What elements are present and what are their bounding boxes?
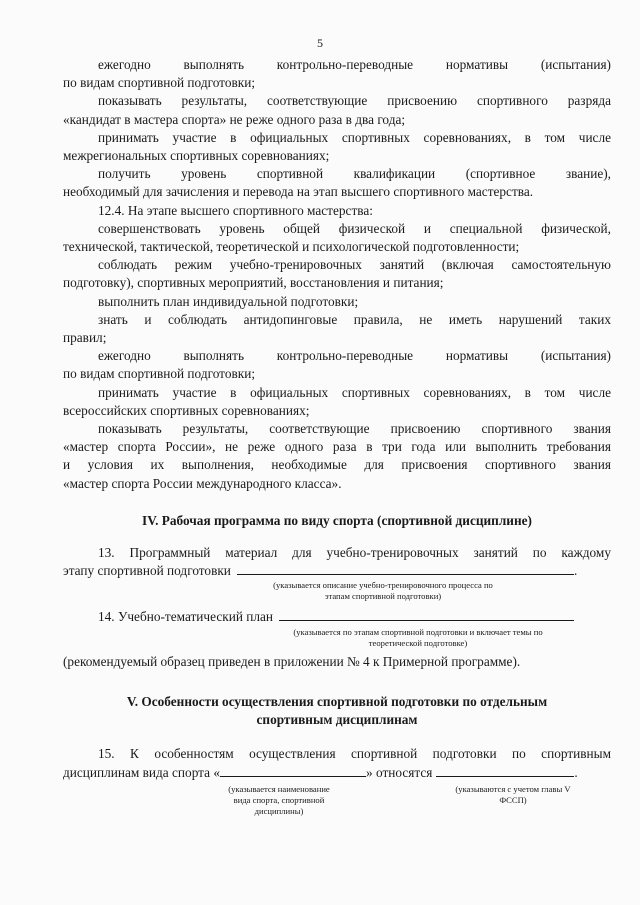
list-item-line: правил;	[63, 330, 107, 346]
athlete-duties-list	[63, 56, 611, 202]
clause-15: 15. К особенностям осуществления спортивной подготовки по спортивным дисциплинам вида спорта « » относятся . (указывается наименование вида спорта, спортивной дисциплины) (указываются с учетом главы V ФССП)	[63, 746, 611, 816]
section-12-4: 12.4. На этапе высшего спортивного мастерства:	[98, 202, 373, 218]
list-item-line: выполнить план индивидуальной подготовки;	[98, 293, 359, 309]
list-item-line: ежегодно выполнять контрольно-переводные нормативы (испытания)	[98, 348, 611, 364]
list-item-line: показывать результаты, соответствующие присвоению спортивного разряда	[98, 93, 611, 109]
fill-in-line	[237, 562, 574, 575]
list-item-line: получить уровень спортивной квалификации (спортивное звание),	[98, 166, 611, 182]
hint-note: (указывается наименование вида спорта, спортивной дисциплины)	[228, 783, 330, 816]
list-item-line: всероссийских спортивных соревнованиях;	[63, 402, 310, 418]
hint-note: (указывается описание учебно-тренировочного процесса по этапам спортивной подготовки)	[273, 580, 493, 602]
sport-name-line	[220, 764, 366, 777]
high-mastery-duties-list	[63, 220, 611, 420]
section-heading-iv: IV. Рабочая программа по виду спорта (спортивной дисциплине)	[142, 512, 532, 528]
list-item-line: межрегиональных спортивных соревнованиях;	[63, 148, 330, 164]
list-item-line: по видам спортивной подготовки;	[63, 75, 256, 91]
clause-14: 14. Учебно-тематический план (указывается по этапам спортивной подготовки и включает темы по теоретической подготовке) (рекомендуемый образец приведен в приложении № 4 к Примерной программе).	[63, 608, 611, 670]
list-item-line: ежегодно выполнять контрольно-переводные нормативы (испытания)	[98, 57, 611, 72]
list-item-line: по видам спортивной подготовки;	[63, 366, 256, 382]
list-item-line: необходимый для зачисления и перевода на этап высшего спортивного мастерства.	[63, 184, 534, 200]
section-heading-v: V. Особенности осуществления спортивной подготовки по отдельным спортивным дисциплинам	[126, 693, 548, 728]
list-item-line: «кандидат в мастера спорта» не реже одного раза в два года;	[63, 111, 406, 127]
features-line	[436, 764, 574, 777]
hint-note: (указывается по этапам спортивной подготовки и включает темы по теоретической подготовке)	[293, 626, 543, 648]
list-item-line: принимать участие в официальных спортивных соревнованиях, в том числе	[98, 129, 611, 145]
list-item-line: знать и соблюдать антидопинговые правила, не иметь нарушений таких	[98, 311, 611, 327]
page-number: 5	[317, 36, 323, 50]
document-body	[63, 56, 611, 828]
fill-in-line	[279, 608, 574, 621]
list-item-line: соблюдать режим учебно-тренировочных занятий (включая самостоятельную	[98, 257, 611, 273]
list-item-line: технической, тактической, теоретической и психологической подготовленности;	[63, 239, 520, 255]
list-item-line: подготовку), спортивных мероприятий, восстановления и питания;	[63, 275, 444, 291]
list-item-line: принимать участие в официальных спортивных соревнованиях, в том числе	[98, 384, 611, 400]
list-item-line: совершенствовать уровень общей физической и специальной физической,	[98, 220, 611, 236]
paragraph-master-of-sport: показывать результаты, соответствующие присвоению спортивного звания «мастер спорта России», не реже одного раза в три года или выполнить требования и условия их выполнения, необходимые для присвоения спортивного звания «мастер спорта России международного класса».	[63, 421, 611, 491]
clause-13: 13. Программный материал для учебно-тренировочных занятий по каждому этапу спортивной подготовки . (указывается описание учебно-тренировочного процесса по этапам спортивной подготовки)	[63, 545, 611, 602]
hint-note: (указываются с учетом главы V ФССП)	[455, 783, 571, 805]
